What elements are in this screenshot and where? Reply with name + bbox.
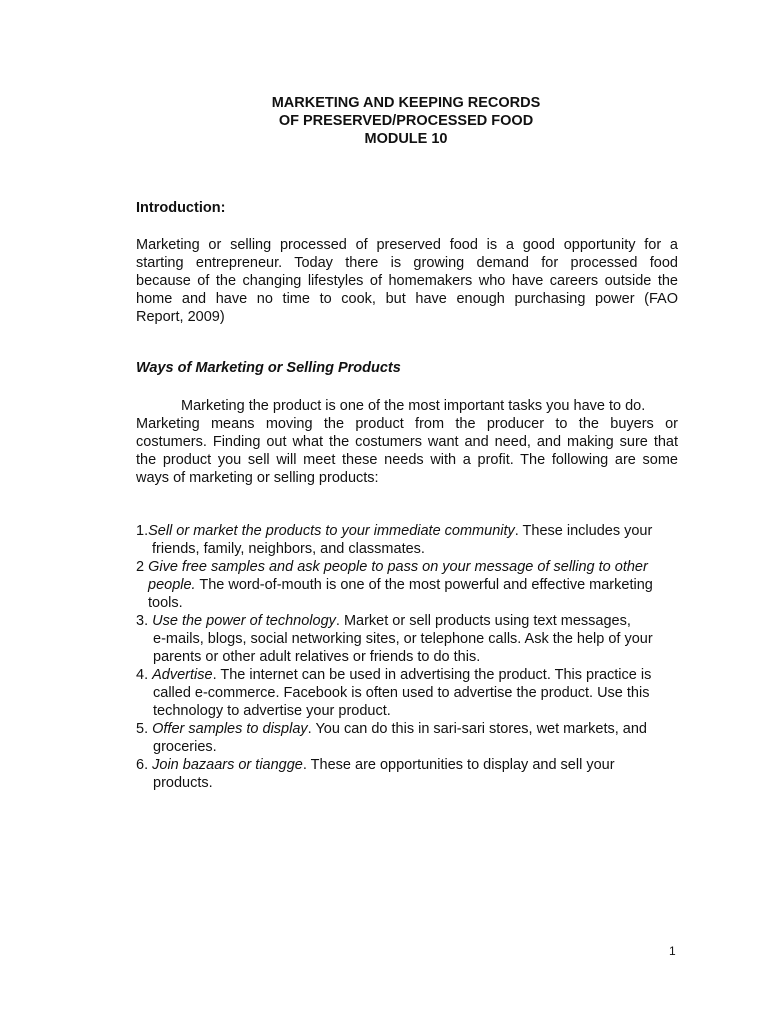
- item-continuation: called e-commerce. Facebook is often used to advertise the product. Use this: [153, 685, 650, 701]
- item-number: 6.: [136, 757, 153, 773]
- ways-paragraph: [136, 397, 678, 487]
- list-item: [136, 558, 696, 612]
- list-item: [136, 522, 696, 558]
- title-line: MODULE 10: [364, 131, 448, 147]
- item-text: . These includes your: [514, 523, 653, 539]
- item-continuation: parents or other adult relatives or friends to do this.: [153, 649, 481, 665]
- item-text: . These are opportunities to display and sell your: [302, 757, 615, 773]
- paragraph-line: starting entrepreneur. Today there is growing demand for processed food: [136, 255, 678, 271]
- paragraph-line: costumers. Finding out what the costumers want and need, and making sure that: [136, 434, 678, 450]
- list-item: [136, 612, 696, 666]
- item-emphasis: Advertise: [152, 667, 213, 683]
- item-number: 4.: [136, 667, 153, 683]
- introduction-paragraph: [136, 236, 678, 326]
- paragraph-line: ways of marketing or selling products:: [136, 470, 379, 486]
- item-emphasis: Use the power of technology: [152, 613, 336, 629]
- list-item: [136, 720, 696, 756]
- item-continuation: tools.: [148, 595, 183, 611]
- item-number: 5.: [136, 721, 153, 737]
- item-number: 1.: [136, 523, 149, 539]
- item-emphasis: Offer samples to display: [152, 721, 308, 737]
- item-continuation: e-mails, blogs, social networking sites, or telephone calls. Ask the help of your: [153, 631, 653, 647]
- marketing-ways-list: [136, 522, 696, 792]
- paragraph-line: Marketing means moving the product from the producer to the buyers or: [136, 416, 678, 432]
- item-text: The word-of-mouth is one of the most powerful and effective marketing: [195, 577, 653, 593]
- item-text: . Market or sell products using text messages,: [335, 613, 631, 629]
- item-text: . You can do this in sari-sari stores, wet markets, and: [307, 721, 647, 737]
- title-line: MARKETING AND KEEPING RECORDS: [271, 95, 541, 111]
- item-continuation: products.: [153, 775, 213, 791]
- ways-heading: Ways of Marketing or Selling Products: [136, 360, 401, 376]
- title-line: OF PRESERVED/PROCESSED FOOD: [278, 113, 534, 129]
- item-number: 3.: [136, 613, 153, 629]
- paragraph-line: Marketing the product is one of the most important tasks you have to do.: [181, 398, 646, 414]
- list-item: [136, 666, 696, 720]
- paragraph-line: home and have no time to cook, but have enough purchasing power (FAO: [136, 291, 678, 307]
- list-item: [136, 756, 696, 792]
- item-emphasis: Join bazaars or tiangge: [152, 757, 303, 773]
- document-title: [0, 94, 768, 148]
- item-number: 2: [136, 559, 149, 575]
- paragraph-line: Report, 2009): [136, 309, 225, 325]
- item-continuation: friends, family, neighbors, and classmates.: [152, 541, 425, 557]
- paragraph-line: the product you sell will meet these needs with a profit. The following are some: [136, 452, 678, 468]
- item-continuation: groceries.: [153, 739, 217, 755]
- page-number: 1: [669, 944, 676, 958]
- paragraph-line: Marketing or selling processed of preserved food is a good opportunity for a: [136, 237, 678, 253]
- item-emphasis: Sell or market the products to your immediate community: [148, 523, 515, 539]
- item-emphasis: people.: [148, 577, 196, 593]
- item-text: . The internet can be used in advertising the product. This practice is: [212, 667, 652, 683]
- item-continuation: technology to advertise your product.: [153, 703, 391, 719]
- item-emphasis: Give free samples and ask people to pass on your message of selling to other: [148, 559, 648, 575]
- paragraph-line: because of the changing lifestyles of homemakers who have careers outside the: [136, 273, 678, 289]
- introduction-heading: Introduction:: [136, 200, 226, 216]
